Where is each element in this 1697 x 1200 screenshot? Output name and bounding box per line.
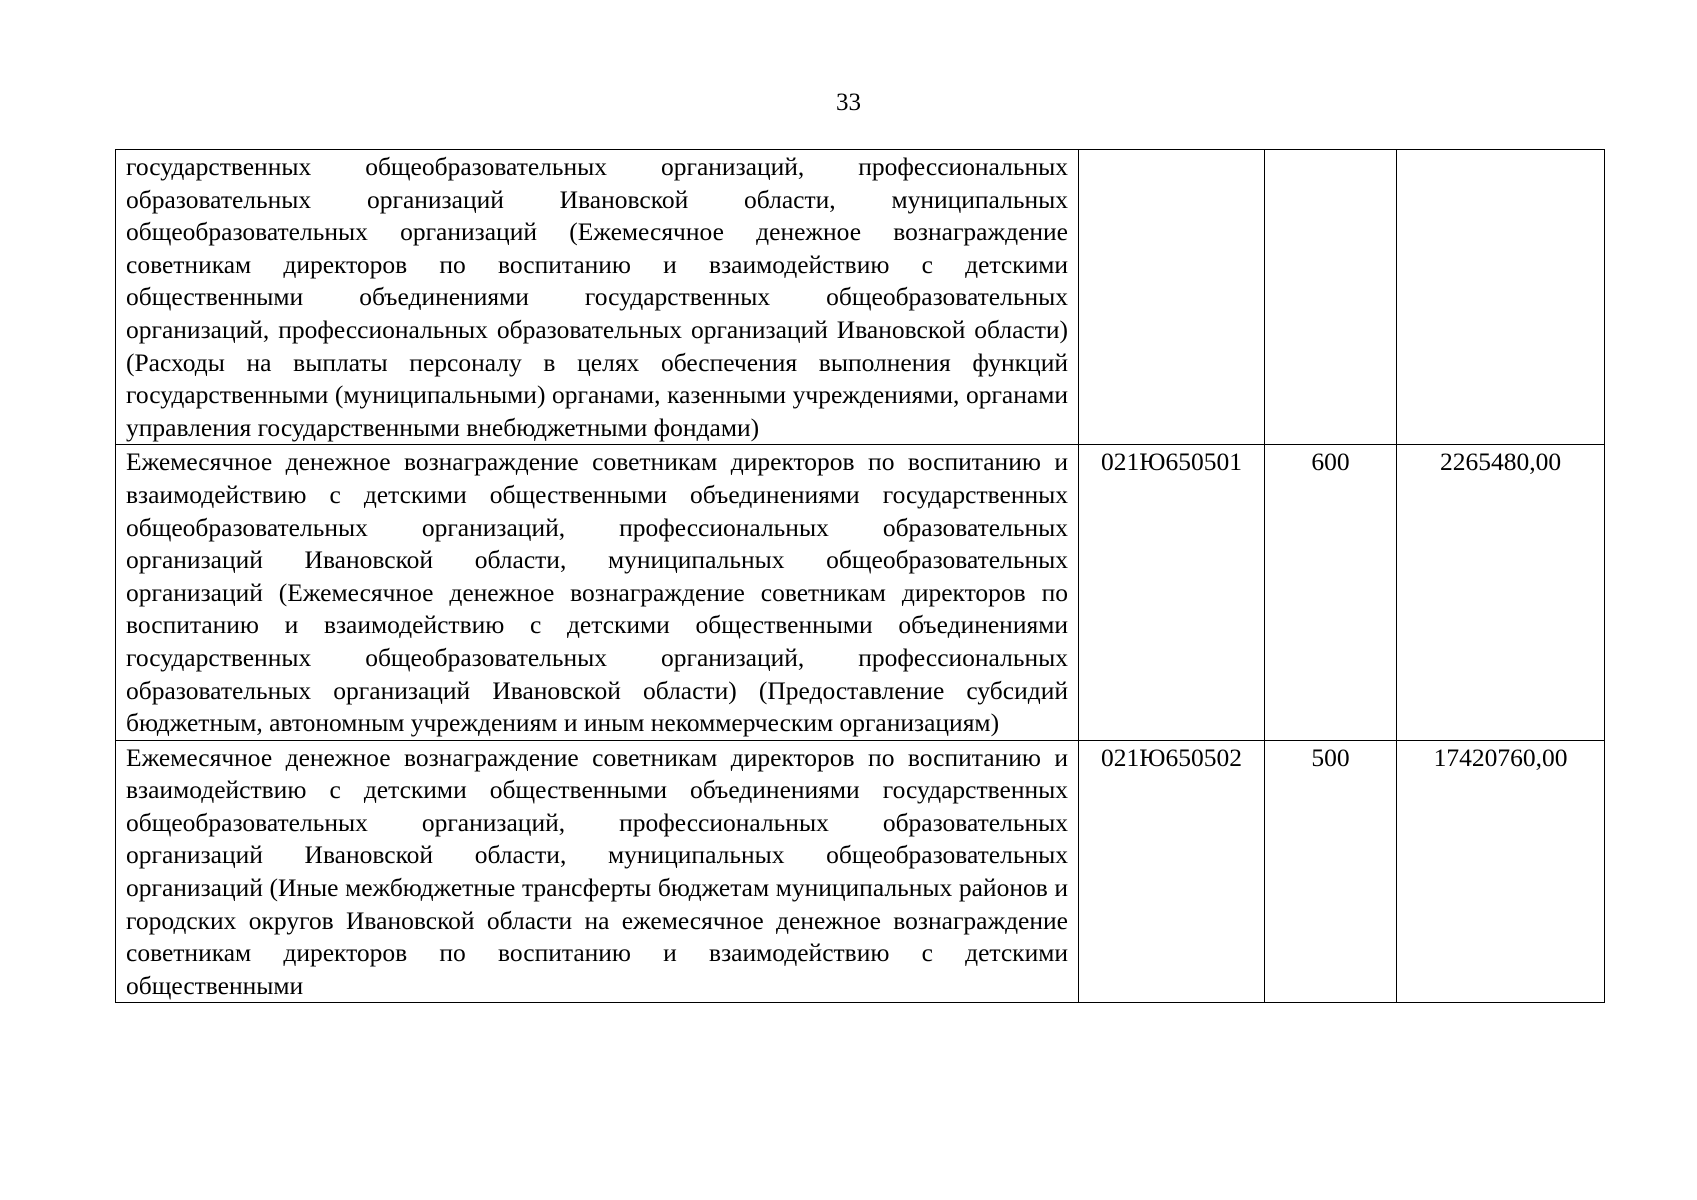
expense-type-code (1265, 150, 1397, 445)
table-row (116, 150, 1605, 445)
amount-cell (1397, 150, 1605, 445)
expense-type-code: 600 (1265, 445, 1397, 740)
row-description: Ежемесячное денежное вознаграждение советникам директоров по воспитанию и взаимодействию с детскими общественными объединениями государственных общеобразовательных организаций, профессиональных образовательных организаций Ивановской области, муниципальных общеобразовательных организаций (Иные межбюджетные трансферты бюджетам муниципальных районов и городских округов Ивановской области на ежемесячное денежное вознаграждение советникам директоров по воспитанию и взаимодействию с детскими общественными (116, 740, 1079, 1003)
expense-type-code: 500 (1265, 740, 1397, 1003)
amount-cell: 17420760,00 (1397, 740, 1605, 1003)
amount-cell: 2265480,00 (1397, 445, 1605, 740)
page-number: 33 (836, 89, 861, 116)
row-description: Ежемесячное денежное вознаграждение советникам директоров по воспитанию и взаимодействию с детскими общественными объединениями государственных общеобразовательных организаций, профессиональных образовательных организаций Ивановской области, муниципальных общеобразовательных организаций (Ежемесячное денежное вознаграждение советникам директоров по воспитанию и взаимодействию с детскими общественными объединениями государственных общеобразовательных организаций, профессиональных образовательных организаций Ивановской области) (Предоставление субсидий бюджетным, автономным учреждениям и иным некоммерческим организациям) (116, 445, 1079, 740)
target-article-code: 021Ю650502 (1079, 740, 1265, 1003)
row-description: государственных общеобразовательных организаций, профессиональных образовательных организаций Ивановской области, муниципальных общеобразовательных организаций (Ежемесячное денежное вознаграждение советникам директоров по воспитанию и взаимодействию с детскими общественными объединениями государственных общеобразовательных организаций, профессиональных образовательных организаций Ивановской области) (Расходы на выплаты персоналу в целях обеспечения выполнения функций государственными (муниципальными) органами, казенными учреждениями, органами управления государственными внебюджетными фондами) (116, 150, 1079, 445)
budget-table (115, 149, 1605, 1003)
target-article-code: 021Ю650501 (1079, 445, 1265, 740)
table-row (116, 740, 1605, 1003)
table-row (116, 445, 1605, 740)
target-article-code (1079, 150, 1265, 445)
